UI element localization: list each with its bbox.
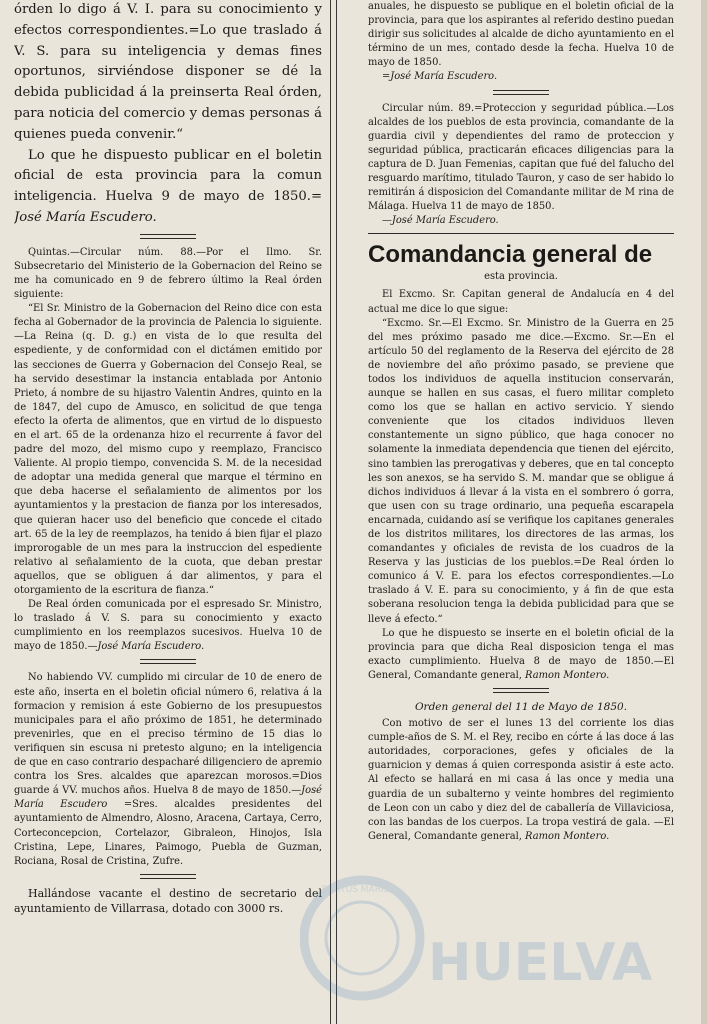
column-rule-right <box>336 0 337 1024</box>
signature: Ramon Montero. <box>525 830 610 842</box>
separator <box>140 874 196 879</box>
paragraph-text: Lo que he dispuesto se inserte en el boletin oficial de la provincia para que dicha Real disposicion tenga el mas exacto cumplimiento. Huelva 8 de mayo de 1850.—El General, Comandante general, <box>368 627 674 681</box>
paragraph-text: =Sres. alcaldes presidentes del ayuntamiento de Almendro, Alosno, Aracena, Cartaya, Cerro, Corteconcepcion, Cortelazor, Gibraleon, Hinojos, Isla Cristina, Lepe, Linares, Paimogo, Puebla de Guzman, Rociana, Rosal de Cristina, Zufre. <box>14 799 322 867</box>
paragraph: El Excmo. Sr. Capitan general de Andalucía en 4 del actual me dice lo que sigue: <box>368 289 674 315</box>
separator <box>140 234 196 239</box>
column-rule-left <box>330 0 331 1024</box>
paragraph-text: Lo que he dispuesto publicar en el boletin oficial de esta provincia para la comun inteligencia. Huelva 9 de mayo de 1850.= <box>14 147 322 205</box>
paragraph: “Excmo. Sr.—El Excmo. Sr. Ministro de la Guerra en 25 del mes próximo pasado me dice.—Excmo. Sr.—En el artículo 50 del reglamento de la Reserva del ejército de 28 de noviembre del año próximo pasado, se previene que todos los individuos de aquella institucion conservarán, aunque se hallen en sus casas, el fuero militar completo como los que se hallan en activo servicio. Y siendo conveniente que los citados individuos lleven constantemente un signo público, que haga conocer no solamente la inmediata dependencia que tienen del ejército, sino tambien las prerogativas y deberes, que en tal concepto les son anexos, se ha servido S. M. mandar que se obligue á dichos individuos á llevar á la vista en el sombrero ó gorra, que usen con su trage ordinario, una pequeña escarapela encarnada, cuidando así se verifique los capitanes generales de los distritos militares, los directores de las armas, los comandantes y oficiales de revista de los cuadros de la Reserva y las justicias de los pueblos.=De Real órden lo comunico á V. E. para los efectos correspondientes.—Lo traslado á V. E. para su conocimiento, y á fin de que esta soberana resolucion tenga la debida publicidad para que se lleve á efecto.“ <box>368 317 674 625</box>
signature: José María Escudero. <box>97 641 205 653</box>
paragraph: Hallándose vacante el destino de secretario del ayuntamiento de Villarrasa, dotado con 3000 rs. <box>14 886 322 916</box>
paragraph <box>14 146 322 229</box>
paragraph-text: Con motivo de ser el lunes 13 del corriente los dias cumple-años de S. M. el Rey, recibo en córte á las doce á las autoridades, corporaciones, gefes y oficiales de la guarnicion y demas á quien corresponda asistir á este acto. Al efecto se hallará en mi casa á las once y media una guardia de un subalterno y veinte hombres del regimiento de Leon con un cabo y diez del de caballería de Villaviciosa, con las bandas de los cuerpos. La tropa vestirá de gala. —El General, Comandante general, <box>368 718 674 842</box>
signature: José María Escudero. <box>14 209 157 225</box>
separator <box>493 688 549 693</box>
paragraph <box>368 627 674 683</box>
section-heading: Comandancia general de <box>368 241 653 269</box>
paragraph <box>14 598 322 654</box>
watermark-ring-text: PORTUS MARIS <box>322 885 390 895</box>
page-edge <box>701 0 707 1024</box>
left-column <box>14 0 322 1024</box>
paragraph <box>368 717 674 844</box>
paragraph-text: De Real órden comunicada por el espresado Sr. Ministro, lo traslado á V. S. para su conocimiento y exacto cumplimiento en los reemplazos sucesivos. Huelva 10 de mayo de 1850.— <box>14 599 322 653</box>
order-title: Orden general del 11 de Mayo de 1850. <box>414 701 628 714</box>
paragraph: anuales, he dispuesto se publique en el boletin oficial de la provincia, para que los aspirantes al referido destino puedan dirigir sus solicitudes al alcalde de dicho ayuntamiento en el término de un mes, contado desde la fecha. Huelva 10 de mayo de 1850. <box>368 1 674 69</box>
separator <box>493 90 549 95</box>
paragraph: Quintas.—Circular núm. 88.—Por el Ilmo. Sr. Subsecretario del Ministerio de la Gobernacion del Reino se me ha comunicado en 9 de febrero último la Real órden siguiente: <box>14 246 322 301</box>
signature: =José María Escudero. <box>382 71 498 83</box>
paragraph-text: No habiendo VV. cumplido mi circular de 10 de enero de este año, inserta en el boletin oficial número 6, relativa á la formacion y remision á este Gobierno de los presupuestos municipales para el año próximo de 1851, he determinado prevenirles, que en el preciso término de 15 dias lo verifiquen sin escusa ni pretesto alguno; en la inteligencia de que en caso contrario despacharé diligenciero de apremio contra los Sres. alcaldes que aparezcan morosos.=Dios guarde á VV. muchos años. Huelva 8 de mayo de 1850.— <box>14 672 322 797</box>
paragraph: órden lo digo á V. I. para su conocimiento y efectos correspondientes.=Lo que traslado á V. S. para su inteligencia y demas fines oportunos, sirviéndose disponer se dé la debida publicidad á la preinserta Real órden, para noticia del comercio y demas personas á quienes pueda convenir.“ <box>14 2 322 142</box>
paragraph: “El Sr. Ministro de la Gobernacion del Reino dice con esta fecha al Gobernador de la provincia de Palencia lo siguiente.—La Reina (q. D. g.) en vista de lo que resulta del espediente, y de conformidad con el dictámen emitido por las secciones de Guerra y Gobernacion del Consejo Real, se ha servido desestimar la instancia entablada por Antonio Prieto, á nombre de su hijastro Valentin Andres, quinto en la de 1847, del cupo de Amusco, en solicitud de que tenga efecto la oferta de alimentos, que en virtud de lo dispuesto en el art. 65 de la ordenanza hizo el recurrente á favor del padre del mozo, del mismo cupo y reemplazo, Francisco Valiente. Al propio tiempo, convencida S. M. de la necesidad de adoptar una medida general que marque el término en que deba hacerse el señalamiento de alimentos por los ayuntamientos y la prestacion de fianza por los interesados, que quieran hacer uso del beneficio que concede el citado art. 65 de la ley de reemplazos, ha tenido á bien fijar el plazo improrogable de un mes para la instruccion del espediente relativo al señalamiento de la cuota, que deban prestar aquellos, que se obliguen á dar alimentos, y para el otorgamiento de la escritura de fianza.“ <box>14 303 322 597</box>
horizontal-rule <box>368 233 674 234</box>
signature: Ramon Montero. <box>525 669 610 681</box>
paragraph: Circular núm. 89.=Proteccion y seguridad pública.—Los alcaldes de los pueblos de esta provincia, comandante de la guardia civil y dependientes del ramo de proteccion y seguridad pública, practicarán eficaces diligencias para la captura de D. Juan Femenias, capitan que fué del falucho del resguardo marítimo, titulado Tauron, y caso de ser habido lo remitirán á disposicion del Comandante militar de M rina de Málaga. Huelva 11 de mayo de 1850. <box>368 102 674 213</box>
separator <box>140 659 196 664</box>
right-column <box>368 0 674 1024</box>
signature: José María Escudero <box>14 785 322 811</box>
section-subheading: esta provincia. <box>484 271 558 283</box>
signature: —José María Escudero. <box>382 215 499 227</box>
paragraph <box>14 671 322 868</box>
watermark-text: HUELVA <box>428 933 653 993</box>
